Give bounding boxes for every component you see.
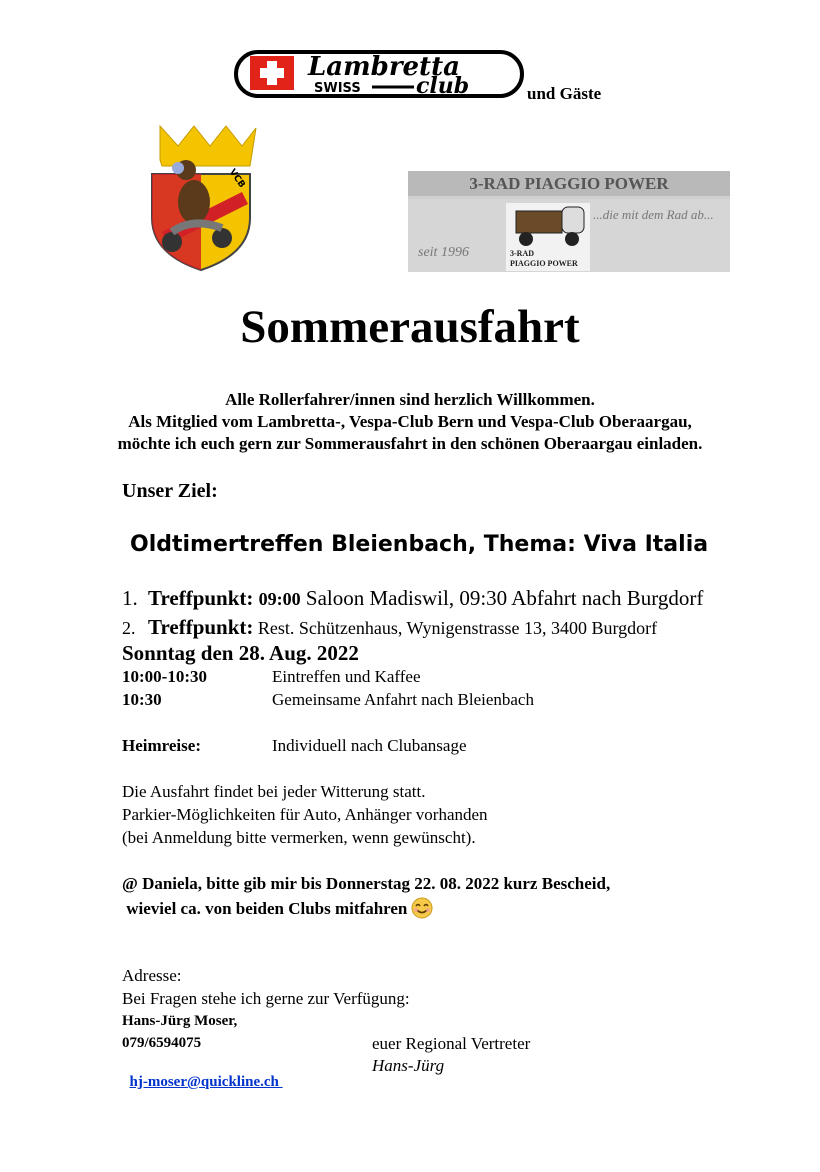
- note-line-1: Die Ausfahrt findet bei jeder Witterung statt.: [122, 782, 426, 801]
- note-line-2: Parkier-Möglichkeiten für Auto, Anhänger vorhanden: [122, 805, 488, 824]
- intro-line-2: Als Mitglied vom Lambretta-, Vespa-Club Bern und Vespa-Club Oberaargau,: [128, 412, 692, 431]
- contact-name: Hans-Jürg Moser,: [122, 1013, 238, 1029]
- request-line-1: @ Daniela, bitte gib mir bis Donnerstag 22. 08. 2022 kurz Bescheid,: [122, 874, 611, 893]
- page-title: Sommerausfahrt: [240, 301, 580, 353]
- piaggio-seit-label: seit 1996: [418, 245, 469, 260]
- signature: Hans-Jürg: [372, 1056, 445, 1075]
- piaggio-vehicle-card: [506, 203, 590, 271]
- three-wheeler-icon: [506, 203, 590, 249]
- request-line-2-text: wieviel ca. von beiden Clubs mitfahren: [122, 899, 408, 918]
- treffpunkt-number: 1.: [122, 586, 138, 610]
- vcb-text: VCB: [226, 167, 247, 190]
- contact-role: euer Regional Vertreter: [372, 1034, 531, 1053]
- lambretta-club-logo: [234, 50, 524, 98]
- note-line-3: (bei Anmeldung bitte vermerken, wenn gewünscht).: [122, 828, 476, 847]
- lambretta-wordmark: Lambretta: [308, 52, 460, 82]
- treffpunkt-label: Treffpunkt:: [148, 586, 254, 610]
- piaggio-card-line2: PIAGGIO POWER: [510, 259, 578, 268]
- contact-phone: 079/6594075: [122, 1035, 202, 1051]
- intro-line-3: möchte ich euch gern zur Sommerausfahrt in den schönen Oberaargau einladen.: [117, 434, 703, 453]
- email-link[interactable]: hj-moser@quickline.ch: [129, 1074, 283, 1090]
- unser-ziel-heading: Unser Ziel:: [122, 480, 218, 502]
- schedule-text: Eintreffen und Kaffee: [272, 667, 421, 686]
- club-wordmark: club: [416, 73, 470, 98]
- treffpunkt-text: Rest. Schützenhaus, Wynigenstrasse 13, 3400 Burgdorf: [253, 618, 658, 638]
- schedule-time: 10:00-10:30: [122, 667, 207, 686]
- swiss-wordmark: SWISS: [314, 81, 361, 96]
- treffpunkt-time: 09:00: [258, 589, 301, 609]
- treffpunkt-2: [122, 615, 657, 640]
- piaggio-banner-body: [408, 199, 730, 272]
- event-title: Oldtimertreffen Bleienbach, Thema: Viva Italia: [130, 532, 709, 557]
- und-gaeste-label: und Gäste: [527, 84, 602, 103]
- piaggio-banner-title: 3-RAD PIAGGIO POWER: [408, 171, 730, 196]
- heimreise-label: Heimreise:: [122, 736, 201, 755]
- smiley-emoji-icon: [411, 897, 433, 919]
- treffpunkt-1: [122, 586, 703, 611]
- treffpunkt-label: Treffpunkt:: [148, 615, 254, 639]
- heimreise-text: Individuell nach Clubansage: [272, 736, 467, 755]
- schedule-time: 10:30: [122, 690, 162, 709]
- adresse-label: Adresse:: [122, 966, 182, 985]
- treffpunkt-number: 2.: [122, 618, 136, 638]
- piaggio-power-banner: [408, 171, 730, 272]
- schedule-text: Gemeinsame Anfahrt nach Bleienbach: [272, 690, 534, 709]
- request-line-2: [122, 897, 433, 919]
- piaggio-slogan: ...die mit dem Rad ab...: [593, 207, 714, 222]
- vcb-crest-logo: [132, 122, 267, 272]
- intro-line-1: Alle Rollerfahrer/innen sind herzlich Willkommen.: [225, 390, 595, 409]
- piaggio-card-line1: 3-RAD: [510, 249, 534, 258]
- event-date: Sonntag den 28. Aug. 2022: [122, 641, 359, 665]
- treffpunkt-text: Saloon Madiswil, 09:30 Abfahrt nach Burgdorf: [300, 586, 704, 610]
- fragen-text: Bei Fragen stehe ich gerne zur Verfügung:: [122, 989, 410, 1008]
